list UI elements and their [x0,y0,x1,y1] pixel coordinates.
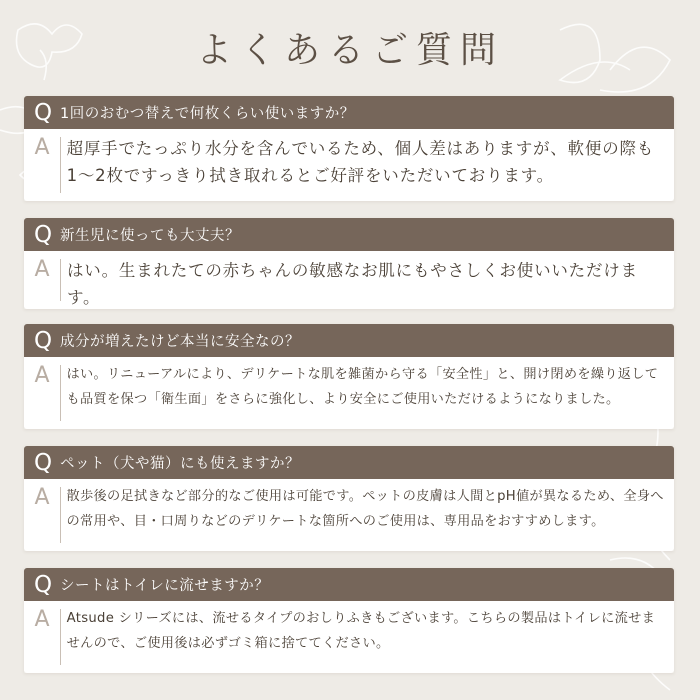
q-icon: Q [33,571,53,598]
answer-text: はい。生まれたての赤ちゃんの敏感なお肌にもやさしくお使いいただけます。 [66,261,638,307]
answer-text: Atsude シリーズには、流せるタイプのおしりふきもございます。こちらの製品はトイレに流せませんので、ご使用後は必ずゴミ箱に捨ててください。 [66,611,656,651]
faq-item [24,568,674,673]
question-text: 1回のおむつ替えで何枚くらい使いますか？ [60,106,355,122]
answer-box [24,129,674,201]
a-icon: A [34,607,50,632]
a-icon: A [34,135,50,160]
answer-text: 超厚手でたっぷり水分を含んでいるため、個人差はありますが、軟便の際も1～2枚ですっきり拭き取れるとご好評をいただいております。 [66,139,655,185]
faq-item [24,96,674,201]
question-text: 成分が増えたけど本当に安全なの？ [60,334,300,350]
answer-text: 散歩後の足拭きなど部分的なご使用は可能です。ペットの皮膚は人間とpH値が異なるため、全身への常用や、目・口周りなどのデリケートな箇所へのご使用は、専用品をおすすめします。 [66,489,664,529]
question-bar [24,218,674,251]
a-icon: A [34,485,50,510]
answer-box [24,479,674,551]
answer-text: はい。リニューアルにより、デリケートな肌を雑菌から守る「安全性」と、開け閉めを繰り返しても品質を保つ「衛生面」をさらに強化し、より安全にご使用いただけるようになりました。 [66,367,659,407]
question-text: 新生児に使っても大丈夫？ [60,228,240,244]
faq-item [24,446,674,551]
question-bar [24,568,674,601]
answer-box [24,601,674,673]
a-icon: A [34,257,50,282]
page-title: よくあるご質問 [195,30,504,71]
q-icon: Q [33,449,53,476]
question-text: シートはトイレに流せますか？ [60,578,270,594]
q-icon: Q [33,327,53,354]
faq-item [24,324,674,429]
faq-item [24,218,674,309]
question-bar [24,96,674,129]
answer-box [24,357,674,429]
answer-box [24,251,674,309]
a-icon: A [34,363,50,388]
q-icon: Q [33,221,53,248]
q-icon: Q [33,99,53,126]
question-bar [24,324,674,357]
question-bar [24,446,674,479]
question-text: ペット（犬や猫）にも使えますか？ [60,456,300,472]
